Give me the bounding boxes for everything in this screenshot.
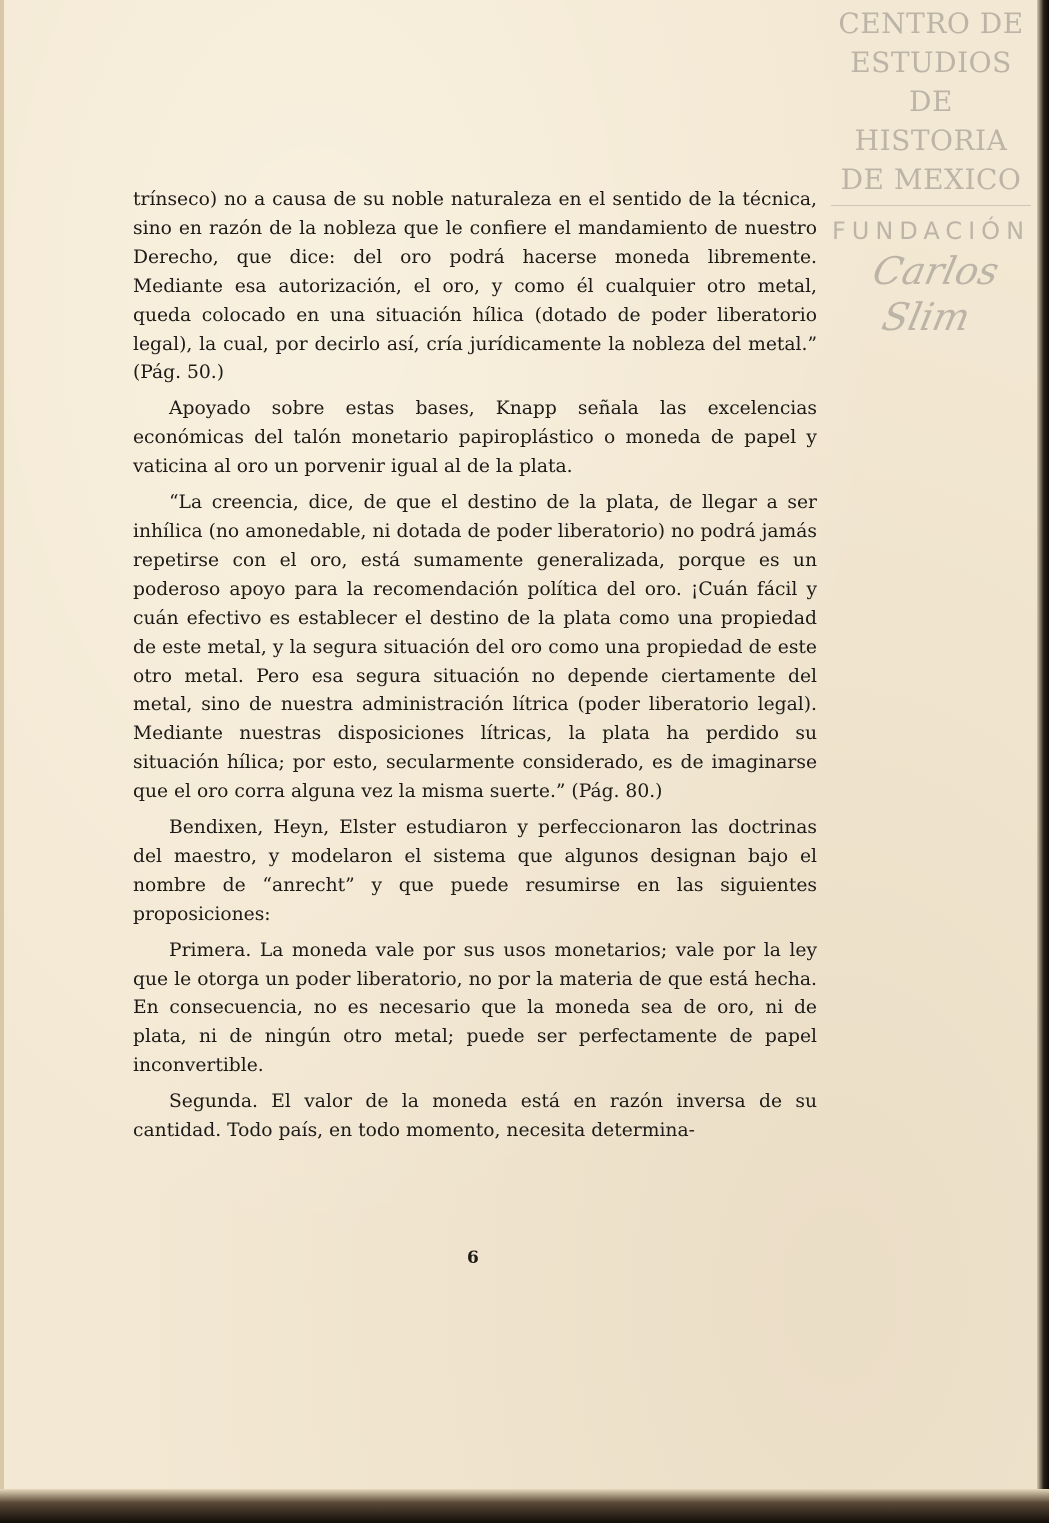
body-text bbox=[133, 186, 817, 1153]
watermark-divider bbox=[831, 205, 1031, 206]
paragraph: Segunda. El valor de la moneda está en razón inversa de su cantidad. Todo país, en todo momento, necesita determina- bbox=[133, 1091, 817, 1142]
watermark bbox=[831, 4, 1031, 340]
watermark-line: ESTUDIOS bbox=[850, 46, 1012, 79]
page-edge-left bbox=[0, 0, 4, 1523]
page-edge-right bbox=[1037, 0, 1049, 1523]
watermark-foundation: FUNDACIÓN bbox=[831, 217, 1031, 245]
watermark-signature: Carlos Slim bbox=[868, 249, 1003, 339]
paragraph: “La creencia, dice, de que el destino de la plata, de llegar a ser inhílica (no amonedable, ni dotada de poder liberatorio) no podrá jamás repetirse con el oro, está sumamente generalizada, porque es un poderoso apoyo para la recomendación política del oro. ¡Cuán fácil y cuán efectivo es establecer el destino de la plata como una propiedad de este metal, y la segura situación del oro como una propiedad de este otro metal. Pero esa segura situación no depende ciertamente del metal, sino de nuestra administración lítrica (poder liberatorio legal). Mediante nuestras disposiciones lítricas, la plata ha perdido su situación hílica; por esto, secularmente considerado, es de imaginarse que el oro corra alguna vez la misma suerte.” (Pág. 80.) bbox=[133, 492, 817, 803]
paragraph: trínseco) no a causa de su noble naturaleza en el sentido de la técnica, sino en razón de la nobleza que le confiere el mandamiento de nuestro Derecho, que dice: del oro podrá hacerse moneda libremente. Mediante esa autorización, el oro, y como él cualquier otro metal, queda colocado en una situación hílica (dotado de poder liberatorio legal), la cual, por decirlo así, cría jurídicamente la nobleza del metal.” (Pág. 50.) bbox=[133, 189, 817, 384]
paragraph: Primera. La moneda vale por sus usos monetarios; vale por la ley que le otorga un poder liberatorio, no por la materia de que está hecha. En consecuencia, no es necesario que la moneda sea de oro, ni de plata, ni de ningún otro metal; puede ser perfectamente de papel inconvertible. bbox=[133, 939, 817, 1077]
paragraph: Apoyado sobre estas bases, Knapp señala las excelencias económicas del talón monetario papiroplástico o moneda de papel y vaticina al oro un porvenir igual al de la plata. bbox=[133, 398, 817, 478]
watermark-line: DE MEXICO bbox=[840, 163, 1022, 196]
paragraph: Bendixen, Heyn, Elster estudiaron y perfeccionaron las doctrinas del maestro, y modelaron el sistema que algunos designan bajo el nombre de “anrecht” y que puede resumirse en las siguientes proposiciones: bbox=[133, 817, 817, 925]
watermark-line: CENTRO DE bbox=[838, 7, 1024, 40]
page-edge-bottom bbox=[0, 1489, 1049, 1523]
page-number: 6 bbox=[467, 1248, 479, 1268]
watermark-line: DE HISTORIA bbox=[854, 85, 1008, 157]
